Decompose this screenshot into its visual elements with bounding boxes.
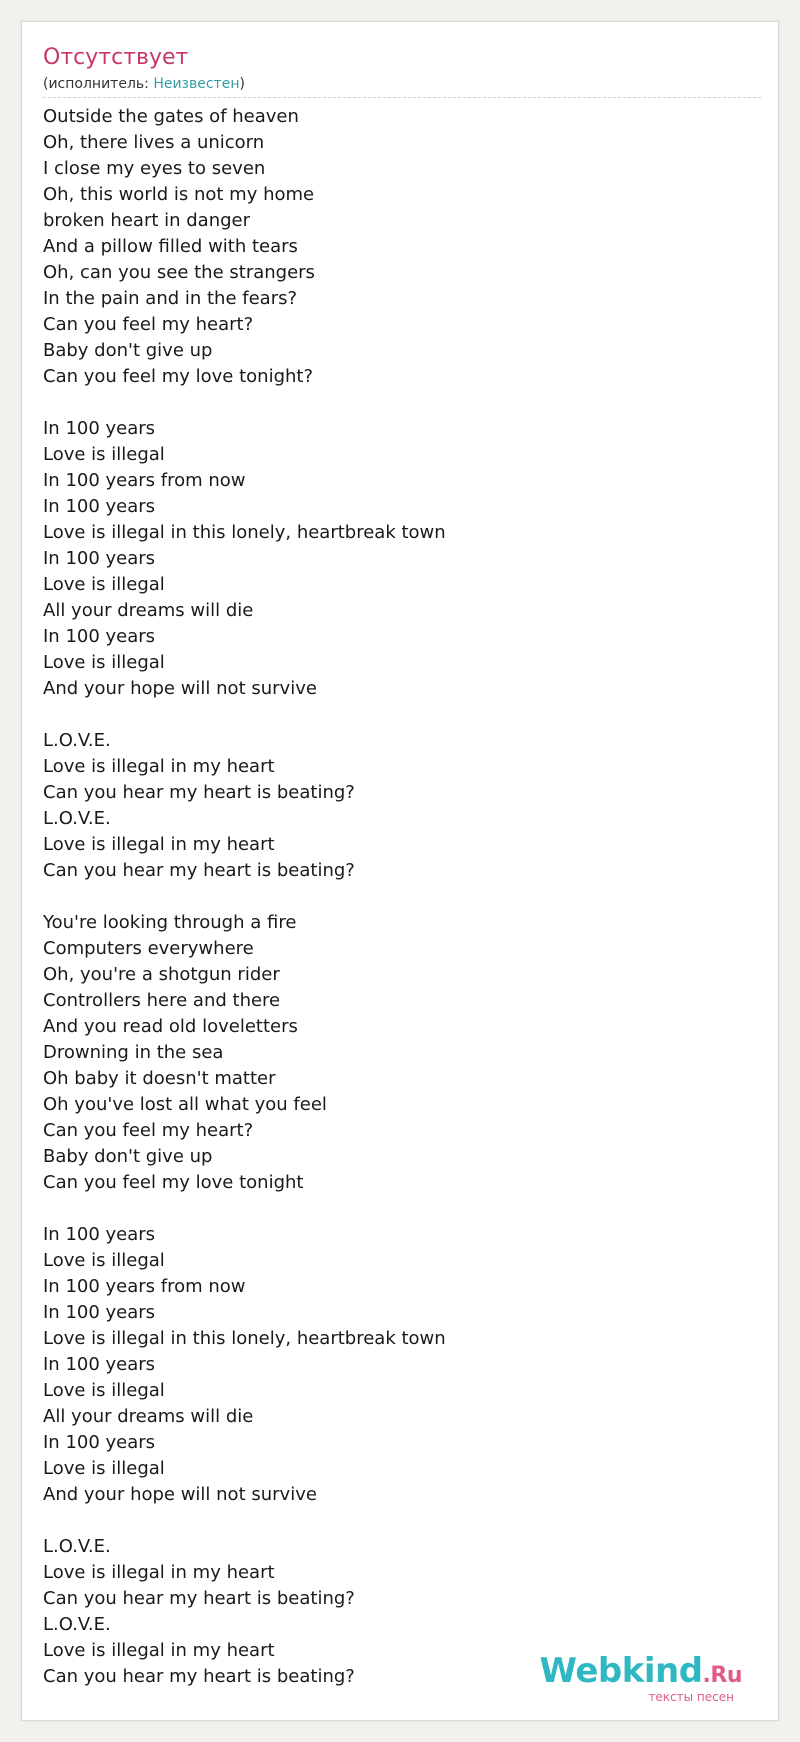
artist-prefix: (исполнитель: xyxy=(43,76,154,92)
artist-suffix: ) xyxy=(239,76,245,92)
artist-line xyxy=(43,75,245,93)
lyric-line: Oh, there lives a unicorn xyxy=(43,132,265,153)
lyric-line: Can you feel my love tonight xyxy=(43,1172,304,1193)
lyric-line: In 100 years from now xyxy=(43,470,246,491)
lyric-line: And your hope will not survive xyxy=(43,678,317,699)
lyric-line: Oh, can you see the strangers xyxy=(43,262,315,283)
lyric-line: Computers everywhere xyxy=(43,938,254,959)
lyric-line: In the pain and in the fears? xyxy=(43,288,298,309)
lyric-line: Love is illegal in my heart xyxy=(43,756,275,777)
lyric-line: In 100 years xyxy=(43,496,156,517)
lyric-line: Can you feel my heart? xyxy=(43,314,254,335)
lyric-line: Love is illegal in my heart xyxy=(43,1640,275,1661)
lyric-line: Love is illegal in my heart xyxy=(43,1562,275,1583)
artist-link[interactable]: Неизвестен xyxy=(153,76,240,92)
lyrics-text xyxy=(43,104,446,1690)
webkind-logo[interactable] xyxy=(539,1651,742,1704)
lyric-line: In 100 years xyxy=(43,1224,156,1245)
lyric-line: Oh baby it doesn't matter xyxy=(43,1068,276,1089)
stanza-break xyxy=(43,884,446,910)
lyric-line: Can you hear my heart is beating? xyxy=(43,1666,355,1687)
lyric-line: L.O.V.E. xyxy=(43,1536,111,1557)
stanza-break xyxy=(43,1508,446,1534)
logo-tagline: тексты песен xyxy=(648,1690,734,1704)
lyrics-card xyxy=(21,21,779,1721)
lyric-line: L.O.V.E. xyxy=(43,730,111,751)
lyric-line: Can you feel my heart? xyxy=(43,1120,254,1141)
stanza-break xyxy=(43,390,446,416)
lyric-line: Can you feel my love tonight? xyxy=(43,366,314,387)
lyric-line: Love is illegal in my heart xyxy=(43,834,275,855)
lyric-line: And a pillow filled with tears xyxy=(43,236,298,257)
lyric-line: Love is illegal xyxy=(43,574,165,595)
lyric-line: In 100 years xyxy=(43,1354,156,1375)
lyric-line: Love is illegal xyxy=(43,1380,165,1401)
lyric-line: I close my eyes to seven xyxy=(43,158,266,179)
lyric-line: Love is illegal in this lonely, heartbreak town xyxy=(43,522,446,543)
lyric-line: You're looking through a fire xyxy=(43,912,297,933)
lyric-line: Love is illegal xyxy=(43,652,165,673)
stanza-break xyxy=(43,702,446,728)
stanza-break xyxy=(43,1196,446,1222)
lyric-line: Can you hear my heart is beating? xyxy=(43,1588,355,1609)
lyric-line: Love is illegal xyxy=(43,1250,165,1271)
lyric-line: Love is illegal in this lonely, heartbreak town xyxy=(43,1328,446,1349)
lyric-line: Love is illegal xyxy=(43,1458,165,1479)
lyric-line: Drowning in the sea xyxy=(43,1042,224,1063)
lyric-line: Baby don't give up xyxy=(43,340,213,361)
lyric-line: Love is illegal xyxy=(43,444,165,465)
lyric-line: In 100 years xyxy=(43,418,156,439)
lyric-line: And your hope will not survive xyxy=(43,1484,317,1505)
lyric-line: Oh, this world is not my home xyxy=(43,184,315,205)
lyric-line: And you read old loveletters xyxy=(43,1016,298,1037)
lyric-line: Can you hear my heart is beating? xyxy=(43,782,355,803)
lyric-line: broken heart in danger xyxy=(43,210,251,231)
song-title: Отсутствует xyxy=(43,45,189,70)
lyric-line: In 100 years from now xyxy=(43,1276,246,1297)
lyric-line: All your dreams will die xyxy=(43,600,254,621)
lyric-line: All your dreams will die xyxy=(43,1406,254,1427)
logo-suffix: .Ru xyxy=(702,1663,742,1688)
lyric-line: Can you hear my heart is beating? xyxy=(43,860,355,881)
lyric-line: In 100 years xyxy=(43,626,156,647)
logo-main-text: Webkind xyxy=(539,1651,703,1691)
lyric-line: In 100 years xyxy=(43,1302,156,1323)
lyric-line: L.O.V.E. xyxy=(43,808,111,829)
title-divider xyxy=(43,97,761,98)
lyric-line: Oh you've lost all what you feel xyxy=(43,1094,327,1115)
lyric-line: In 100 years xyxy=(43,548,156,569)
logo-wordmark xyxy=(539,1651,742,1693)
lyric-line: In 100 years xyxy=(43,1432,156,1453)
lyric-line: L.O.V.E. xyxy=(43,1614,111,1635)
lyric-line: Baby don't give up xyxy=(43,1146,213,1167)
lyric-line: Oh, you're a shotgun rider xyxy=(43,964,280,985)
lyric-line: Controllers here and there xyxy=(43,990,281,1011)
lyric-line: Outside the gates of heaven xyxy=(43,106,299,127)
